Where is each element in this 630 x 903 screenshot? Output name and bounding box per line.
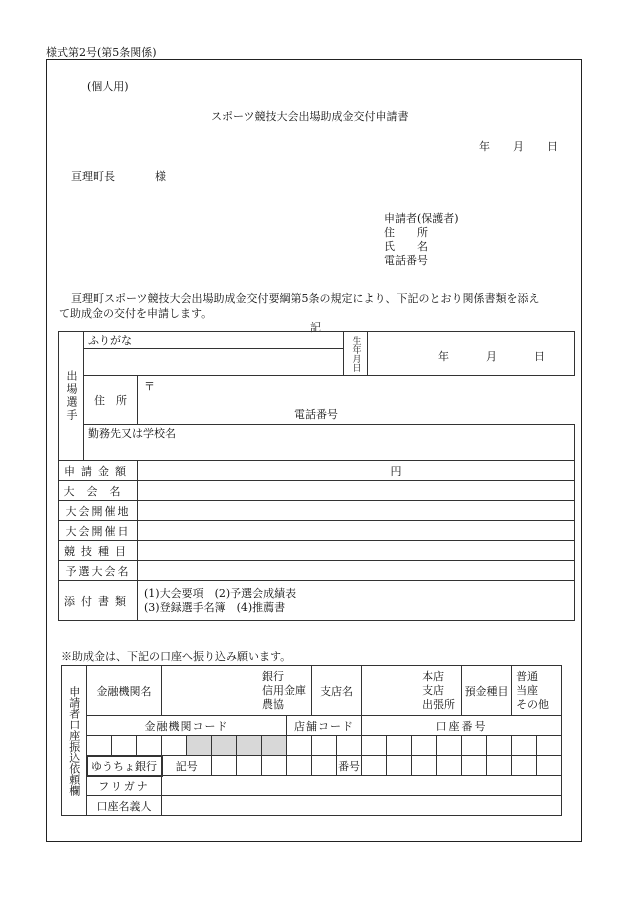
date-month: 月 (513, 140, 524, 153)
attachments-line2: (3)登録選手名簿 (4)推薦書 (144, 600, 286, 614)
code-box[interactable] (437, 736, 462, 756)
bangou-box[interactable] (462, 756, 487, 776)
deposit-current: 当座 (516, 683, 539, 697)
tournament-date-label: 大会開催日 (59, 521, 138, 541)
form-number: 様式第2号(第5条関係) (46, 46, 157, 59)
addressee-honorific: 様 (155, 170, 166, 183)
institution-name-label: 金融機関名 (87, 666, 162, 716)
code-box[interactable] (362, 736, 387, 756)
code-box-shaded (187, 736, 212, 756)
code-box[interactable] (512, 736, 537, 756)
tournament-date-field[interactable] (138, 521, 575, 541)
applicant-phone-label: 電話番号 (384, 254, 428, 267)
applicant-name-label: 氏 名 (384, 240, 428, 253)
code-box-shaded (237, 736, 262, 756)
form-frame (46, 59, 582, 842)
form-title: スポーツ競技大会出場助成金交付申請書 (211, 110, 409, 123)
bangou-box[interactable] (487, 756, 512, 776)
yucho-label: ゆうちょ銀行 (87, 756, 162, 776)
intro-text-line1: 亘理町スポーツ競技大会出場助成金交付要綱第5条の規定により、下記のとおり関係書類を添え (71, 292, 540, 305)
kigou-box[interactable] (212, 756, 237, 776)
venue-label: 大会開催地 (59, 501, 138, 521)
attachments-line1: (1)大会要項 (2)予選会成績表 (144, 586, 297, 600)
bank-section-label: 申請者口座振込依頼欄 (62, 666, 87, 816)
holder-name-field[interactable] (162, 796, 562, 816)
tournament-label: 大会名 (59, 481, 138, 501)
bangou-box[interactable] (437, 756, 462, 776)
event-field[interactable] (138, 541, 575, 561)
type-nokyo: 農協 (262, 697, 285, 711)
holder-name-label: 口座名義人 (87, 796, 162, 816)
code-box[interactable] (412, 736, 437, 756)
birth-month: 月 (486, 349, 497, 363)
attachments-list (138, 581, 575, 621)
code-box[interactable] (287, 736, 312, 756)
code-box[interactable] (137, 736, 162, 756)
ki-label: 記 (310, 321, 321, 334)
athlete-address-label: 住 所 (84, 376, 138, 425)
type-shinkin: 信用金庫 (262, 683, 307, 697)
personal-use-label: (個人用) (87, 80, 129, 93)
branch-main: 本店 (422, 669, 445, 683)
holder-furigana-label: フリガナ (87, 776, 162, 796)
branch-office: 出張所 (422, 697, 456, 711)
intro-text-line2: て助成金の交付を申請します。 (59, 307, 213, 320)
birth-label-cell (344, 332, 368, 376)
bangou-box[interactable] (512, 756, 537, 776)
yen-label: 円 (390, 464, 402, 478)
holder-furigana-field[interactable] (162, 776, 562, 796)
amount-label: 申請金額 (59, 461, 138, 481)
workplace-field[interactable] (84, 443, 575, 461)
account-number-label: 口座番号 (362, 716, 562, 736)
code-box[interactable] (112, 736, 137, 756)
athlete-address-field[interactable] (138, 376, 575, 425)
code-box[interactable] (387, 736, 412, 756)
qualifier-label: 予選大会名 (59, 561, 138, 581)
institution-code-label: 金融機関コード (87, 716, 287, 736)
type-bank: 銀行 (262, 669, 285, 683)
institution-types[interactable] (162, 666, 312, 716)
code-box[interactable] (462, 736, 487, 756)
deposit-other: その他 (516, 697, 550, 711)
athlete-furigana-label: ふりがな (84, 332, 344, 349)
qualifier-field[interactable] (138, 561, 575, 581)
postal-mark: 〒 (144, 380, 155, 393)
bangou-box[interactable] (537, 756, 562, 776)
bangou-box[interactable] (412, 756, 437, 776)
deposit-ordinary: 普通 (516, 669, 539, 683)
addressee-name: 亘理町長 (71, 170, 115, 183)
kigou-box[interactable] (237, 756, 262, 776)
bangou-box[interactable] (387, 756, 412, 776)
deposit-type-label: 預金種目 (462, 666, 512, 716)
kigou-box[interactable] (262, 756, 287, 776)
date-year: 年 (479, 140, 490, 153)
code-box[interactable] (312, 736, 337, 756)
applicant-block (384, 212, 459, 268)
deposit-options[interactable] (512, 666, 562, 716)
birth-label: 生年月日 (350, 335, 361, 372)
attachments-label: 添付書類 (59, 581, 138, 621)
kigou-box[interactable] (312, 756, 337, 776)
amount-field[interactable] (138, 461, 575, 481)
birth-year: 年 (438, 349, 449, 363)
code-box-shaded (212, 736, 237, 756)
branch-branch: 支店 (422, 683, 445, 697)
branch-name-label: 支店名 (312, 666, 362, 716)
kigou-box[interactable] (287, 756, 312, 776)
branch-types[interactable] (362, 666, 462, 716)
athlete-phone-label: 電話番号 (294, 408, 338, 421)
code-box[interactable] (487, 736, 512, 756)
venue-field[interactable] (138, 501, 575, 521)
workplace-label: 勤務先又は学校名 (84, 425, 575, 443)
code-box[interactable] (337, 736, 362, 756)
athlete-name-field[interactable] (84, 349, 344, 376)
tournament-field[interactable] (138, 481, 575, 501)
kigou-label: 記号 (162, 756, 212, 776)
birth-day: 日 (534, 349, 545, 363)
bangou-box[interactable] (362, 756, 387, 776)
applicant-address-label: 住 所 (384, 226, 428, 239)
bank-table (61, 665, 569, 816)
date-day: 日 (547, 140, 558, 153)
transfer-note: ※助成金は、下記の口座へ振り込み願います。 (61, 650, 292, 663)
bangou-label: 番号 (337, 756, 362, 776)
code-box[interactable] (537, 736, 562, 756)
applicant-heading: 申請者(保護者) (384, 212, 459, 225)
birth-date-field[interactable] (368, 332, 575, 376)
event-label: 競技種目 (59, 541, 138, 561)
branch-code-label: 店舗コード (287, 716, 362, 736)
code-box[interactable] (162, 736, 187, 756)
code-box-shaded (262, 736, 287, 756)
application-table (58, 331, 575, 621)
code-box[interactable] (87, 736, 112, 756)
athlete-section-label: 出場選手 (59, 332, 84, 461)
